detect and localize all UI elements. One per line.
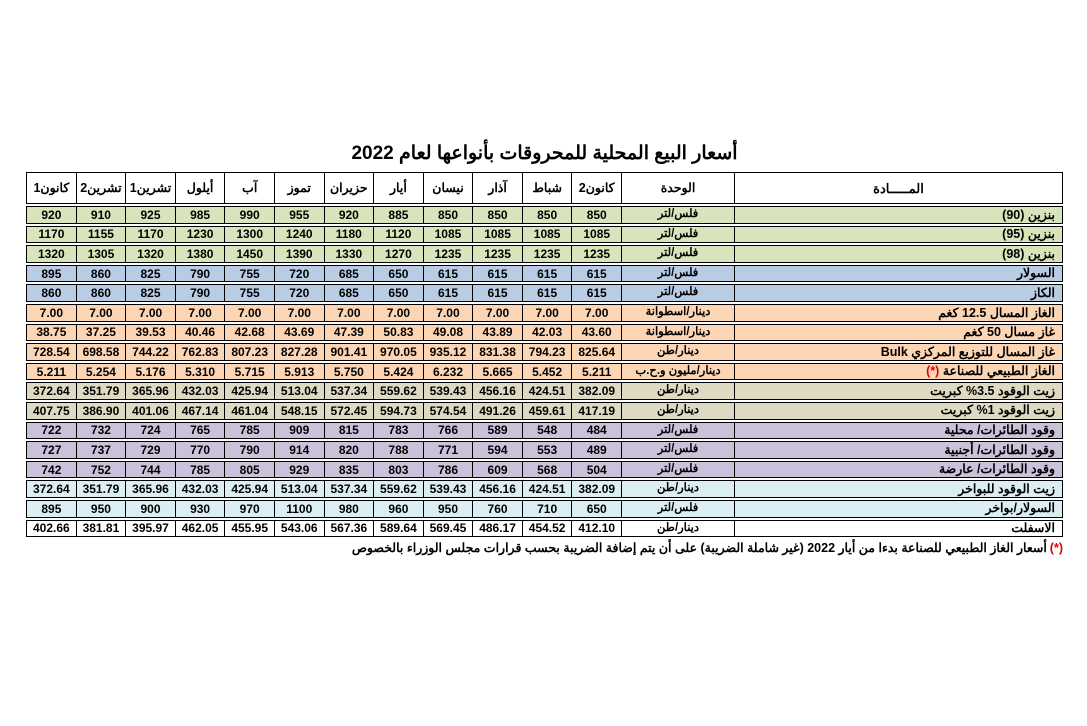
value-cell: 5.254 <box>77 364 127 380</box>
value-cell: 803 <box>374 462 424 478</box>
value-cell: 914 <box>275 442 325 458</box>
material-cell <box>735 305 1062 321</box>
value-cell: 850 <box>523 207 573 223</box>
unit-cell: دينار/طن <box>622 521 735 537</box>
value-cell: 820 <box>325 442 375 458</box>
value-cell: 901.41 <box>325 344 375 360</box>
value-cell: 539.43 <box>424 481 474 497</box>
value-cell: 432.03 <box>176 481 226 497</box>
value-cell: 650 <box>374 285 424 301</box>
value-cell: 513.04 <box>275 383 325 399</box>
value-cell: 850 <box>473 207 523 223</box>
table-row <box>26 284 1063 302</box>
value-cell: 895 <box>27 501 77 517</box>
value-cell: 454.52 <box>523 521 573 537</box>
value-cell: 609 <box>473 462 523 478</box>
value-cell: 950 <box>424 501 474 517</box>
value-cell: 860 <box>27 285 77 301</box>
value-cell: 5.310 <box>176 364 226 380</box>
table-content <box>26 142 1063 555</box>
unit-cell: فلس/لتر <box>622 207 735 223</box>
value-cell: 589.64 <box>374 521 424 537</box>
value-cell: 594 <box>473 442 523 458</box>
unit-cell: دينار/طن <box>622 481 735 497</box>
value-cell: 489 <box>572 442 622 458</box>
value-cell: 543.06 <box>275 521 325 537</box>
value-cell: 788 <box>374 442 424 458</box>
value-cell: 417.19 <box>572 403 622 419</box>
value-cell: 42.68 <box>225 325 275 341</box>
value-cell: 7.00 <box>325 305 375 321</box>
value-cell: 825 <box>126 266 176 282</box>
table-row <box>26 461 1063 479</box>
value-cell: 1450 <box>225 246 275 262</box>
value-cell: 537.34 <box>325 383 375 399</box>
material-label: غاز المسال للتوزيع المركزي Bulk <box>880 344 1055 359</box>
value-cell: 737 <box>77 442 127 458</box>
value-cell: 461.04 <box>225 403 275 419</box>
value-cell: 401.06 <box>126 403 176 419</box>
value-cell: 559.62 <box>374 383 424 399</box>
value-cell: 920 <box>27 207 77 223</box>
unit-cell: فلس/لتر <box>622 285 735 301</box>
month-header: شباط <box>523 173 573 203</box>
value-cell: 486.17 <box>473 521 523 537</box>
value-cell: 895 <box>27 266 77 282</box>
value-cell: 1100 <box>275 501 325 517</box>
value-cell: 5.913 <box>275 364 325 380</box>
table-header-row <box>26 172 1063 204</box>
value-cell: 860 <box>77 285 127 301</box>
material-label: الغاز المسال 12.5 كغم <box>938 305 1055 320</box>
value-cell: 382.09 <box>572 383 622 399</box>
value-cell: 589 <box>473 423 523 439</box>
table-row <box>26 441 1063 459</box>
material-label: زيت الوقود 3.5% كبريت <box>930 383 1055 398</box>
value-cell: 372.64 <box>27 383 77 399</box>
material-cell <box>735 383 1062 399</box>
value-cell: 980 <box>325 501 375 517</box>
table-row <box>26 382 1063 400</box>
value-cell: 766 <box>424 423 474 439</box>
value-cell: 935.12 <box>424 344 474 360</box>
value-cell: 351.79 <box>77 383 127 399</box>
month-header: أيار <box>374 173 424 203</box>
value-cell: 615 <box>473 266 523 282</box>
material-cell <box>735 403 1062 419</box>
month-header: كانون2 <box>572 173 622 203</box>
table-row <box>26 304 1063 322</box>
value-cell: 381.81 <box>77 521 127 537</box>
value-cell: 572.45 <box>325 403 375 419</box>
value-cell: 755 <box>225 285 275 301</box>
material-cell <box>735 246 1062 262</box>
value-cell: 650 <box>374 266 424 282</box>
month-header: أيلول <box>176 173 226 203</box>
value-cell: 504 <box>572 462 622 478</box>
material-label: الغاز الطبيعي للصناعة <box>942 364 1055 379</box>
value-cell: 827.28 <box>275 344 325 360</box>
value-cell: 412.10 <box>572 521 622 537</box>
value-cell: 43.89 <box>473 325 523 341</box>
table-row <box>26 245 1063 263</box>
footnote-text: أسعار الغاز الطبيعي للصناعة بدءا من أيار 2022 (غير شاملة الضريبة) على أن يتم إضافة الضريبة بحسب قرارات مجلس الوزراء بالخصوص <box>351 541 1047 556</box>
month-header: تموز <box>275 173 325 203</box>
value-cell: 1170 <box>126 227 176 243</box>
month-header: نيسان <box>424 173 474 203</box>
value-cell: 1085 <box>473 227 523 243</box>
material-label: وقود الطائرات/ عارضة <box>938 462 1055 477</box>
value-cell: 37.25 <box>77 325 127 341</box>
value-cell: 456.16 <box>473 481 523 497</box>
value-cell: 7.00 <box>523 305 573 321</box>
value-cell: 1170 <box>27 227 77 243</box>
footnote <box>26 540 1063 555</box>
value-cell: 484 <box>572 423 622 439</box>
value-cell: 5.715 <box>225 364 275 380</box>
unit-column-header: الوحدة <box>622 173 735 203</box>
value-cell: 1330 <box>325 246 375 262</box>
material-label: الكاز <box>1030 285 1055 300</box>
table-row <box>26 265 1063 283</box>
month-header: آذار <box>473 173 523 203</box>
value-cell: 1235 <box>572 246 622 262</box>
value-cell: 365.96 <box>126 383 176 399</box>
value-cell: 615 <box>572 266 622 282</box>
value-cell: 790 <box>176 285 226 301</box>
value-cell: 40.46 <box>176 325 226 341</box>
value-cell: 744.22 <box>126 344 176 360</box>
value-cell: 1270 <box>374 246 424 262</box>
fuel-price-table <box>26 172 1063 537</box>
value-cell: 459.61 <box>523 403 573 419</box>
value-cell: 7.00 <box>126 305 176 321</box>
value-cell: 402.66 <box>27 521 77 537</box>
material-label: السولار <box>1016 266 1055 281</box>
value-cell: 755 <box>225 266 275 282</box>
table-row <box>26 402 1063 420</box>
unit-cell: دينار/مليون و.ح.ب <box>622 364 735 380</box>
value-cell: 771 <box>424 442 474 458</box>
value-cell: 567.36 <box>325 521 375 537</box>
material-column-header: المـــــادة <box>873 180 924 196</box>
value-cell: 7.00 <box>473 305 523 321</box>
value-cell: 930 <box>176 501 226 517</box>
value-cell: 548 <box>523 423 573 439</box>
unit-cell: فلس/لتر <box>622 266 735 282</box>
value-cell: 395.97 <box>126 521 176 537</box>
value-cell: 425.94 <box>225 481 275 497</box>
value-cell: 786 <box>424 462 474 478</box>
value-cell: 38.75 <box>27 325 77 341</box>
value-cell: 720 <box>275 285 325 301</box>
value-cell: 49.08 <box>424 325 474 341</box>
value-cell: 698.58 <box>77 344 127 360</box>
value-cell: 825.64 <box>572 344 622 360</box>
value-cell: 456.16 <box>473 383 523 399</box>
value-cell: 1235 <box>424 246 474 262</box>
value-cell: 5.665 <box>473 364 523 380</box>
value-cell: 615 <box>424 266 474 282</box>
value-cell: 615 <box>572 285 622 301</box>
value-cell: 1320 <box>27 246 77 262</box>
value-cell: 382.09 <box>572 481 622 497</box>
value-cell: 1230 <box>176 227 226 243</box>
value-cell: 985 <box>176 207 226 223</box>
value-cell: 6.232 <box>424 364 474 380</box>
page-title: أسعار البيع المحلية للمحروقات بأنواعها لعام 2022 <box>351 143 738 164</box>
unit-cell: دينار/طن <box>622 344 735 360</box>
material-cell <box>735 481 1062 497</box>
value-cell: 1380 <box>176 246 226 262</box>
month-header: كانون1 <box>27 173 77 203</box>
material-label: وقود الطائرات/ محلية <box>944 423 1055 438</box>
value-cell: 42.03 <box>523 325 573 341</box>
value-cell: 831.38 <box>473 344 523 360</box>
value-cell: 1240 <box>275 227 325 243</box>
table-row <box>26 206 1063 224</box>
material-label: بنزين (98) <box>1002 246 1055 261</box>
value-cell: 462.05 <box>176 521 226 537</box>
value-cell: 7.00 <box>176 305 226 321</box>
table-row <box>26 226 1063 244</box>
value-cell: 722 <box>27 423 77 439</box>
material-cell <box>735 521 1062 537</box>
value-cell: 569.45 <box>424 521 474 537</box>
value-cell: 920 <box>325 207 375 223</box>
material-cell <box>735 442 1062 458</box>
value-cell: 1390 <box>275 246 325 262</box>
table-row <box>26 324 1063 342</box>
value-cell: 729 <box>126 442 176 458</box>
value-cell: 765 <box>176 423 226 439</box>
material-label: وقود الطائرات/ أجنبية <box>944 442 1055 457</box>
value-cell: 1180 <box>325 227 375 243</box>
value-cell: 710 <box>523 501 573 517</box>
material-cell <box>735 423 1062 439</box>
value-cell: 1300 <box>225 227 275 243</box>
value-cell: 455.95 <box>225 521 275 537</box>
unit-cell: فلس/لتر <box>622 246 735 262</box>
value-cell: 1235 <box>523 246 573 262</box>
value-cell: 815 <box>325 423 375 439</box>
table-row <box>26 480 1063 498</box>
value-cell: 432.03 <box>176 383 226 399</box>
value-cell: 728.54 <box>27 344 77 360</box>
value-cell: 47.39 <box>325 325 375 341</box>
value-cell: 970 <box>225 501 275 517</box>
value-cell: 807.23 <box>225 344 275 360</box>
value-cell: 742 <box>27 462 77 478</box>
value-cell: 685 <box>325 266 375 282</box>
value-cell: 685 <box>325 285 375 301</box>
table-row <box>26 500 1063 518</box>
table-row <box>26 422 1063 440</box>
value-cell: 785 <box>176 462 226 478</box>
value-cell: 5.424 <box>374 364 424 380</box>
value-cell: 365.96 <box>126 481 176 497</box>
value-cell: 5.211 <box>572 364 622 380</box>
unit-cell: فلس/لتر <box>622 227 735 243</box>
value-cell: 467.14 <box>176 403 226 419</box>
value-cell: 7.00 <box>275 305 325 321</box>
value-cell: 720 <box>275 266 325 282</box>
value-cell: 805 <box>225 462 275 478</box>
unit-cell: فلس/لتر <box>622 462 735 478</box>
unit-cell: دينار/طن <box>622 383 735 399</box>
material-label: زيت الوقود للبواخر <box>958 481 1055 496</box>
material-cell <box>735 364 1062 380</box>
material-cell <box>735 285 1062 301</box>
value-cell: 1085 <box>424 227 474 243</box>
value-cell: 950 <box>77 501 127 517</box>
value-cell: 615 <box>473 285 523 301</box>
value-cell: 568 <box>523 462 573 478</box>
month-header: تشرين1 <box>126 173 176 203</box>
value-cell: 760 <box>473 501 523 517</box>
value-cell: 537.34 <box>325 481 375 497</box>
value-cell: 548.15 <box>275 403 325 419</box>
value-cell: 785 <box>225 423 275 439</box>
value-cell: 5.176 <box>126 364 176 380</box>
material-cell <box>735 501 1062 517</box>
value-cell: 790 <box>225 442 275 458</box>
unit-cell: دينار/اسطوانة <box>622 305 735 321</box>
material-cell <box>735 325 1062 341</box>
value-cell: 1120 <box>374 227 424 243</box>
value-cell: 744 <box>126 462 176 478</box>
material-label: بنزين (95) <box>1002 227 1055 242</box>
value-cell: 513.04 <box>275 481 325 497</box>
value-cell: 574.54 <box>424 403 474 419</box>
material-label: بنزين (90) <box>1002 207 1055 222</box>
material-cell <box>735 207 1062 223</box>
value-cell: 650 <box>572 501 622 517</box>
value-cell: 1085 <box>523 227 573 243</box>
value-cell: 900 <box>126 501 176 517</box>
value-cell: 615 <box>523 285 573 301</box>
value-cell: 43.60 <box>572 325 622 341</box>
value-cell: 955 <box>275 207 325 223</box>
value-cell: 925 <box>126 207 176 223</box>
month-header: حزيران <box>325 173 375 203</box>
month-header: تشرين2 <box>77 173 127 203</box>
value-cell: 39.53 <box>126 325 176 341</box>
value-cell: 7.00 <box>77 305 127 321</box>
material-asterisk: (*) <box>926 364 943 379</box>
value-cell: 539.43 <box>424 383 474 399</box>
value-cell: 351.79 <box>77 481 127 497</box>
value-cell: 1305 <box>77 246 127 262</box>
value-cell: 970.05 <box>374 344 424 360</box>
value-cell: 762.83 <box>176 344 226 360</box>
value-cell: 790 <box>176 266 226 282</box>
value-cell: 7.00 <box>27 305 77 321</box>
value-cell: 860 <box>77 266 127 282</box>
table-row <box>26 343 1063 361</box>
unit-cell: دينار/طن <box>622 403 735 419</box>
value-cell: 407.75 <box>27 403 77 419</box>
month-header: آب <box>225 173 275 203</box>
value-cell: 7.00 <box>225 305 275 321</box>
value-cell: 615 <box>424 285 474 301</box>
value-cell: 770 <box>176 442 226 458</box>
value-cell: 5.452 <box>523 364 573 380</box>
value-cell: 724 <box>126 423 176 439</box>
value-cell: 850 <box>572 207 622 223</box>
material-label: الاسفلت <box>1011 521 1055 536</box>
unit-cell: دينار/اسطوانة <box>622 325 735 341</box>
value-cell: 386.90 <box>77 403 127 419</box>
value-cell: 7.00 <box>572 305 622 321</box>
unit-cell: فلس/لتر <box>622 501 735 517</box>
unit-cell: فلس/لتر <box>622 442 735 458</box>
value-cell: 615 <box>523 266 573 282</box>
value-cell: 732 <box>77 423 127 439</box>
footnote-asterisk: (*) <box>1049 541 1063 556</box>
value-cell: 910 <box>77 207 127 223</box>
material-cell <box>735 344 1062 360</box>
unit-cell: فلس/لتر <box>622 423 735 439</box>
value-cell: 7.00 <box>424 305 474 321</box>
material-label: زيت الوقود 1% كبريت <box>940 403 1055 418</box>
value-cell: 553 <box>523 442 573 458</box>
table-row <box>26 520 1063 538</box>
value-cell: 425.94 <box>225 383 275 399</box>
value-cell: 1155 <box>77 227 127 243</box>
value-cell: 5.750 <box>325 364 375 380</box>
value-cell: 990 <box>225 207 275 223</box>
value-cell: 372.64 <box>27 481 77 497</box>
material-cell <box>735 462 1062 478</box>
value-cell: 825 <box>126 285 176 301</box>
value-cell: 794.23 <box>523 344 573 360</box>
value-cell: 1320 <box>126 246 176 262</box>
value-cell: 960 <box>374 501 424 517</box>
value-cell: 50.83 <box>374 325 424 341</box>
value-cell: 1085 <box>572 227 622 243</box>
value-cell: 783 <box>374 423 424 439</box>
material-label: غاز مسال 50 كغم <box>963 325 1055 340</box>
value-cell: 752 <box>77 462 127 478</box>
material-cell <box>735 266 1062 282</box>
value-cell: 5.211 <box>27 364 77 380</box>
value-cell: 835 <box>325 462 375 478</box>
value-cell: 43.69 <box>275 325 325 341</box>
value-cell: 727 <box>27 442 77 458</box>
value-cell: 850 <box>424 207 474 223</box>
value-cell: 559.62 <box>374 481 424 497</box>
value-cell: 929 <box>275 462 325 478</box>
value-cell: 424.51 <box>523 481 573 497</box>
material-label: السولار/بواخر <box>985 501 1055 516</box>
table-row <box>26 363 1063 381</box>
value-cell: 424.51 <box>523 383 573 399</box>
value-cell: 491.26 <box>473 403 523 419</box>
value-cell: 909 <box>275 423 325 439</box>
value-cell: 7.00 <box>374 305 424 321</box>
material-cell <box>735 227 1062 243</box>
value-cell: 1235 <box>473 246 523 262</box>
value-cell: 594.73 <box>374 403 424 419</box>
value-cell: 885 <box>374 207 424 223</box>
